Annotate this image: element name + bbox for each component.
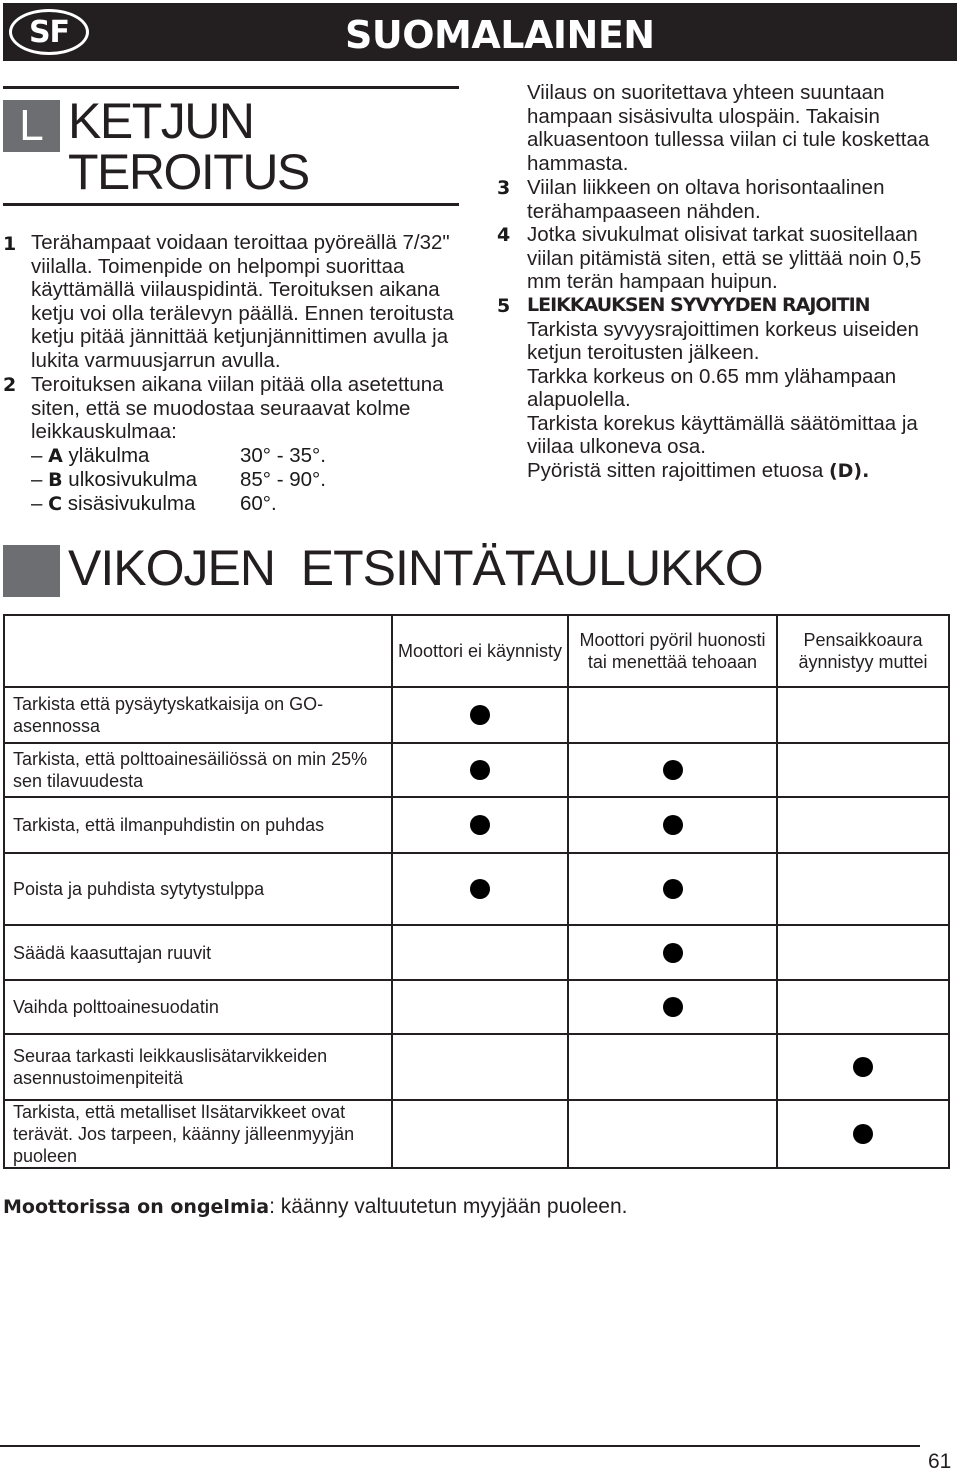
row-label: Tarkista, että ilmanpuhdistin on puhdas	[4, 797, 392, 853]
item-5-line	[527, 459, 957, 484]
section-title-line1: KETJUN	[68, 93, 254, 149]
table-row	[4, 687, 949, 743]
angle-dash: –	[31, 468, 43, 491]
table-row	[4, 980, 949, 1034]
angle-letter: C	[48, 493, 63, 515]
angle-dash: –	[31, 492, 43, 515]
mark-cell	[777, 925, 949, 980]
bullet-mark	[470, 815, 490, 835]
troubleshooting-box	[3, 545, 60, 597]
item-5-block	[527, 294, 957, 483]
language-badge: SF	[9, 9, 89, 55]
item-5-last-text: Pyöristä sitten rajoittimen etuosa	[527, 458, 829, 482]
angle-letter: A	[48, 445, 63, 467]
item-5-line: Tarkka korkeus on 0.65 mm ylähampaan alapuolella.	[527, 364, 897, 411]
language-title: SUOMALAINEN	[345, 13, 655, 57]
row-label: Tarkista että pysäytyskatkaisija on GO-asennossa	[4, 687, 392, 743]
angle-value: 30° - 35°.	[240, 444, 326, 467]
header-bar	[3, 3, 957, 61]
mark-cell	[568, 925, 777, 980]
item-5-line: Tarkista syvyysrajoittimen korkeus uiseiden ketjun teroitusten jälkeen.	[527, 317, 919, 364]
bullet-mark	[663, 943, 683, 963]
footer-note-rest: : käänny valtuutetun myyjään puoleen.	[269, 1195, 628, 1218]
bullet-mark	[470, 760, 490, 780]
table-corner	[4, 615, 392, 687]
table-row	[4, 797, 949, 853]
angle-row-b	[31, 468, 451, 493]
item-5-last-bold: (D).	[828, 459, 870, 482]
mark-cell	[392, 1034, 568, 1100]
table-row	[4, 1034, 949, 1100]
angle-name: yläkulma	[68, 444, 150, 467]
col-header: Moottori ei käynnisty	[392, 615, 568, 687]
mark-cell	[392, 687, 568, 743]
angle-name: ulkosivukulma	[68, 468, 198, 491]
angle-value: 60°.	[240, 492, 277, 515]
bullet-mark	[663, 815, 683, 835]
mark-cell	[777, 853, 949, 925]
item-number: 2	[3, 374, 17, 396]
item-3-text: Viilan liikkeen on oltava horisontaalinen terähampaaseen nähden.	[527, 176, 885, 223]
footer-note-bold: Moottorissa on ongelmia	[3, 1196, 270, 1218]
item-number: 3	[497, 177, 511, 199]
angle-letter: B	[48, 469, 63, 491]
section-bottom-rule	[3, 203, 459, 206]
row-label: Seuraa tarkasti leikkauslisätarvikkeiden asennustoimenpiteitä	[4, 1034, 392, 1100]
row-label: Tarkista, että metalliset lIsätarvikkeet ovat terävät. Jos tarpeen, käänny jälleenmyyjän puoleen	[4, 1100, 392, 1168]
page-number: 61	[928, 1450, 952, 1473]
col-header: Pensaikkoaura äynnistyy muttei	[777, 615, 949, 687]
mark-cell	[392, 853, 568, 925]
table-row	[4, 925, 949, 980]
item-2-text: Teroituksen aikana viilan pitää olla asetettuna siten, että se muodostaa seuraavat kolme leikkauskulmaa:	[31, 373, 444, 443]
bullet-mark	[470, 705, 490, 725]
item-4-text: Jotka sivukulmat olisivat tarkat suositellaan viilan pitämistä siten, että se ylittää noin 0,5 mm terän hampaan huipun.	[527, 223, 922, 293]
mark-cell	[568, 797, 777, 853]
angle-value: 85° - 90°.	[240, 468, 326, 491]
mark-cell	[392, 797, 568, 853]
mark-cell	[568, 853, 777, 925]
bullet-mark	[663, 879, 683, 899]
item-number: 4	[497, 224, 511, 246]
mark-cell	[392, 1100, 568, 1168]
row-label: Säädä kaasuttajan ruuvit	[4, 925, 392, 980]
section-top-rule	[3, 86, 459, 89]
item-1-text: Terähampaat voidaan teroittaa pyöreällä 7/32" viilalla. Toimenpide on helpompi suorittaa käyttämällä viilauspidintä. Teroituksen aikana ketju voi olla terälevyn päällä. Ennen teroitusta ketju pitää jännittää ketjunjännittimen avulla ja lukita varmuusjarrun avulla.	[31, 231, 454, 372]
section-title-line2: TEROITUS	[68, 144, 309, 200]
angle-name: sisäsivukulma	[67, 492, 196, 515]
table-row	[4, 853, 949, 925]
mark-cell	[392, 925, 568, 980]
mark-cell	[568, 687, 777, 743]
item-number: 1	[3, 233, 17, 255]
page-rule	[0, 1445, 920, 1447]
row-label: Tarkista, että polttoainesäiliössä on min 25% sen tilavuudesta	[4, 743, 392, 797]
mark-cell	[392, 980, 568, 1034]
angle-dash: –	[31, 444, 43, 467]
item-5-heading: LEIKKAUKSEN SYVYYDEN RAJOITIN	[527, 294, 870, 316]
item-number: 5	[497, 295, 511, 317]
mark-cell	[777, 1034, 949, 1100]
mark-cell	[568, 980, 777, 1034]
troubleshooting-title: VIKOJEN ETSINTÄTAULUKKO	[68, 540, 763, 596]
mark-cell	[777, 743, 949, 797]
mark-cell	[777, 797, 949, 853]
mark-cell	[777, 1100, 949, 1168]
bullet-mark	[663, 997, 683, 1017]
bullet-mark	[663, 760, 683, 780]
bullet-mark	[853, 1057, 873, 1077]
angle-row-c	[31, 492, 451, 517]
mark-cell	[568, 1034, 777, 1100]
mark-cell	[777, 980, 949, 1034]
section-letter-box: L	[3, 100, 60, 152]
mark-cell	[777, 687, 949, 743]
mark-cell	[392, 743, 568, 797]
troubleshooting-table	[3, 614, 950, 1169]
col-header: Moottori pyöril huonosti tai menettää tehoaan	[568, 615, 777, 687]
mark-cell	[568, 743, 777, 797]
angle-row-a	[31, 444, 451, 469]
row-label: Poista ja puhdista sytytystulppa	[4, 853, 392, 925]
table-row	[4, 1100, 949, 1168]
row-label: Vaihda polttoainesuodatin	[4, 980, 392, 1034]
bullet-mark	[470, 879, 490, 899]
section-title	[68, 93, 309, 200]
mark-cell	[568, 1100, 777, 1168]
item-5-line: Tarkista korekus käyttämällä säätömittaa ja viilaa ulkoneva osa.	[527, 411, 918, 458]
table-row	[4, 743, 949, 797]
bullet-mark	[853, 1124, 873, 1144]
continuation-text: Viilaus on suoritettava yhteen suuntaan hampaan sisäsivulta ulospäin. Takaisin alkuasentoon tullessa viilan ci tule koskettaa hammasta.	[527, 81, 930, 175]
footer-note	[3, 1195, 627, 1219]
